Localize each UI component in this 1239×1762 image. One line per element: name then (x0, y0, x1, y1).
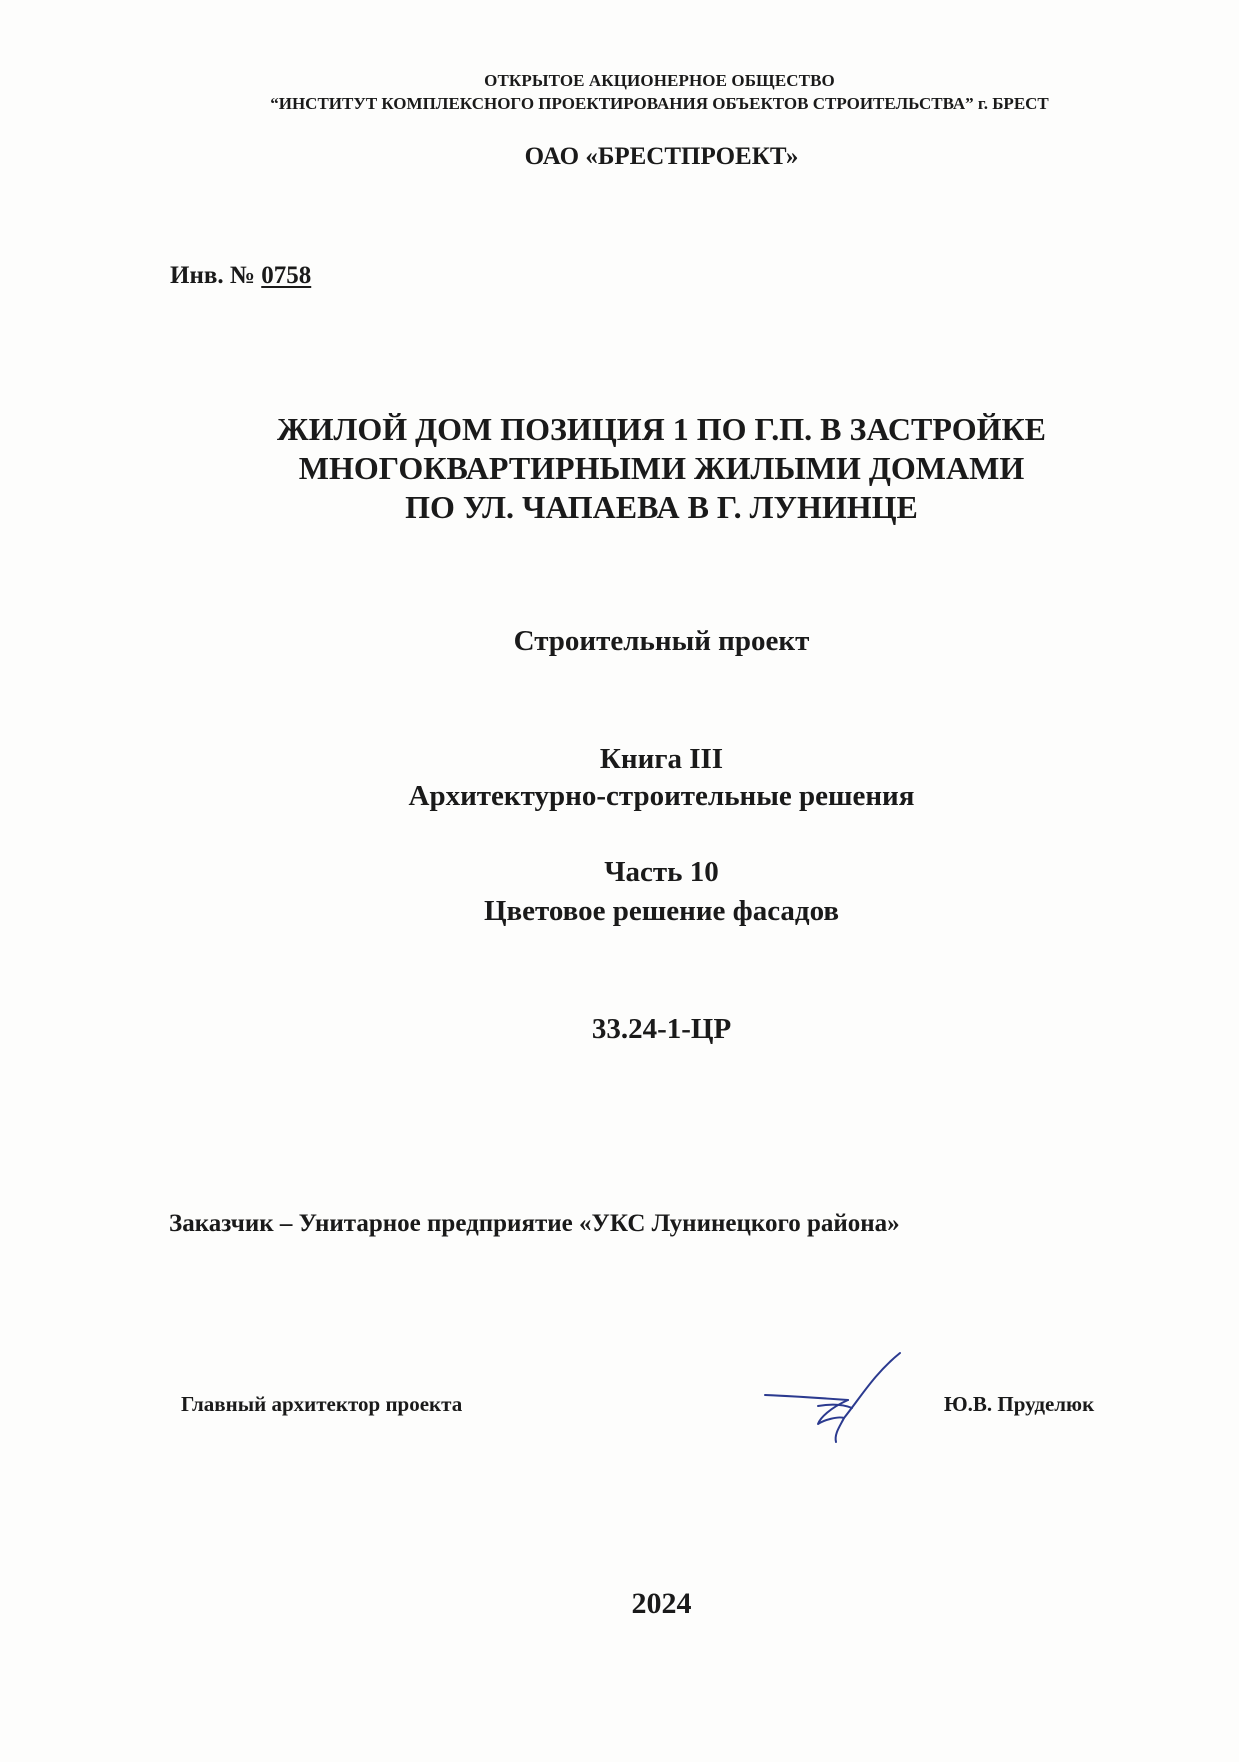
customer-line: Заказчик – Унитарное предприятие «УКС Лунинецкого района» (169, 1210, 900, 1237)
organization-short-name: ОАО «БРЕСТПРОЕКТ» (524, 143, 799, 170)
part-label: Часть 10 (604, 856, 719, 888)
inventory-number (170, 262, 311, 290)
inventory-label: Инв. № (170, 262, 255, 289)
document-code: 33.24-1-ЦР (591, 1013, 732, 1045)
organization-full-name-line2: “ИНСТИТУТ КОМПЛЕКСНОГО ПРОЕКТИРОВАНИЯ ОБЪЕКТОВ СТРОИТЕЛЬСТВА” г. БРЕСТ (270, 94, 1049, 113)
project-title-line3: ПО УЛ. ЧАПАЕВА В Г. ЛУНИНЦЕ (405, 489, 918, 525)
handwritten-signature (760, 1348, 910, 1458)
organization-full-name-line1: ОТКРЫТОЕ АКЦИОНЕРНОЕ ОБЩЕСТВО (484, 71, 835, 90)
project-title (42, 410, 1239, 527)
project-title-line1: ЖИЛОЙ ДОМ ПОЗИЦИЯ 1 ПО Г.П. В ЗАСТРОЙКЕ (276, 411, 1047, 447)
book-label: Книга III (599, 743, 724, 775)
project-stage: Строительный проект (513, 625, 810, 657)
part-title: Цветовое решение фасадов (483, 895, 840, 927)
document-year: 2024 (631, 1587, 692, 1620)
book-title: Архитектурно-строительные решения (408, 780, 915, 812)
approver-role: Главный архитектор проекта (181, 1392, 463, 1416)
signer-name: Ю.В. Пруделюк (944, 1392, 1095, 1416)
project-title-line2: МНОГОКВАРТИРНЫМИ ЖИЛЫМИ ДОМАМИ (298, 450, 1025, 486)
inventory-value: 0758 (261, 262, 312, 289)
